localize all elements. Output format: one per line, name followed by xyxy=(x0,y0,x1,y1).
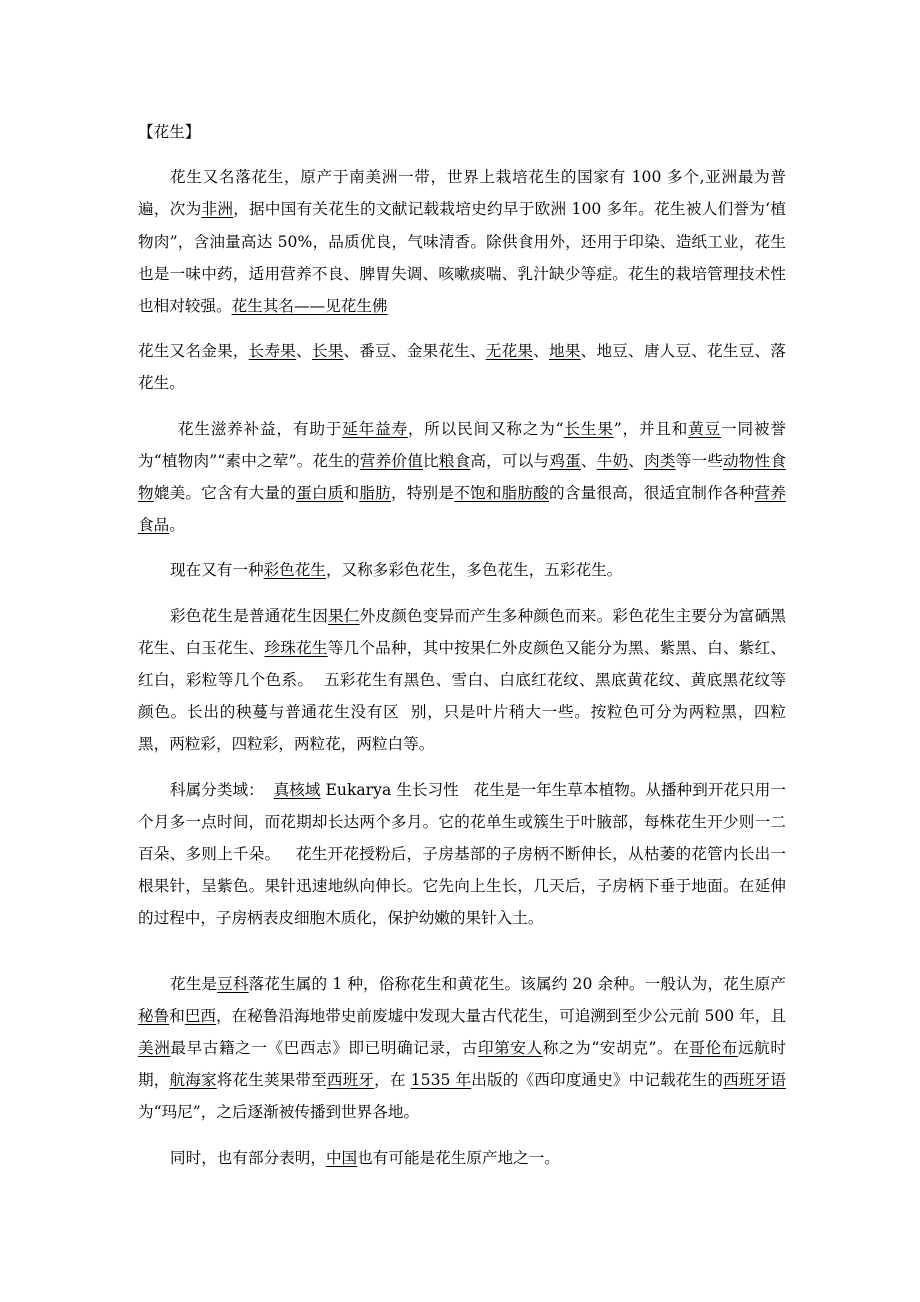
text-run: 将花生荚果带至 xyxy=(216,1071,327,1090)
text-run: 的含量很高，很适宜制作各种 xyxy=(549,484,755,503)
text-run: 等几个品种，其中按果仁外皮颜色又能分为黑、紫黑、白、紫红、红白，彩粒等几个色系。 五彩花生有黑色、雪白、白底红花纹、黑底黄花纹、黄底黑花纹等颜色。长出的秧蔓与普通花生没有区 别，只是叶片稍大一些。按粒色可分为两粒黑，四粒黑，两粒彩，四粒彩，两粒花，两粒白等。 xyxy=(138,638,786,754)
hyperlink[interactable]: 黄豆 xyxy=(688,419,722,438)
text-run: 媲美。它含有大量的 xyxy=(153,484,297,503)
spacer xyxy=(138,148,786,161)
hyperlink[interactable]: 西班牙语 xyxy=(723,1071,786,1090)
document-page xyxy=(138,116,786,1174)
text-run: 科属分类域： xyxy=(170,780,274,799)
text-run: 同时，也有部分表明， xyxy=(170,1148,326,1167)
text-run: 、 xyxy=(296,342,312,361)
spacer xyxy=(138,761,786,774)
hyperlink[interactable]: 哥伦布 xyxy=(689,1039,738,1058)
hyperlink[interactable]: 花生其名——见花生佛 xyxy=(231,297,388,316)
hyperlink[interactable]: 1535 年 xyxy=(410,1071,472,1090)
text-run: 称之为“安胡克”。在 xyxy=(542,1039,690,1058)
text-run: 和 xyxy=(343,484,360,503)
text-run: 、地豆、唐人豆、花生豆、落花生。 xyxy=(138,342,786,393)
text-run: ，又称多彩色花生，多色花生，五彩花生。 xyxy=(325,561,623,580)
text-run: 、番豆、金果花生、 xyxy=(343,342,486,361)
hyperlink[interactable]: 非洲 xyxy=(201,200,234,219)
spacer xyxy=(138,935,786,968)
text-run: 、 xyxy=(628,451,645,470)
hyperlink[interactable]: 巴西 xyxy=(184,1006,217,1025)
text-run: 高，可以与 xyxy=(470,451,550,470)
text-run: 、 xyxy=(580,451,597,470)
paragraph-names xyxy=(138,335,786,399)
spacer xyxy=(138,1129,786,1142)
hyperlink[interactable]: 美洲 xyxy=(138,1039,171,1058)
text-run: 为“玛尼”，之后逐渐被传播到世界各地。 xyxy=(138,1103,420,1122)
hyperlink[interactable]: 地果 xyxy=(549,342,581,361)
hyperlink[interactable]: 珍珠花生 xyxy=(264,638,328,657)
hyperlink[interactable]: 延年益寿 xyxy=(342,419,408,438)
hyperlink[interactable]: 真核域 xyxy=(273,780,321,799)
hyperlink[interactable]: 长生果 xyxy=(563,419,614,438)
hyperlink[interactable]: 牛奶 xyxy=(596,451,629,470)
text-run: 现在又有一种 xyxy=(170,561,264,580)
hyperlink[interactable]: 印第安人 xyxy=(477,1039,543,1058)
text-run: 花生又名金果， xyxy=(138,342,249,361)
text-run: 比 xyxy=(423,451,439,470)
text-run: ，在秘鲁沿海地带史前废墟中发现大量古代花生，可追溯到至少公元前 500 年，且 xyxy=(216,1006,786,1025)
hyperlink[interactable]: 航海家 xyxy=(169,1071,217,1090)
spacer xyxy=(138,587,786,600)
text-run: 最早古籍之一《巴西志》即已明确记录，古 xyxy=(170,1039,478,1058)
text-run: 彩色花生是普通花生因 xyxy=(170,606,328,625)
text-run: 落花生属的 1 种，俗称花生和黄花生。该属约 20 余种。一般认为，花生原产 xyxy=(248,974,786,993)
hyperlink[interactable]: 中国 xyxy=(325,1148,358,1167)
paragraph-taxonomy xyxy=(138,774,786,935)
text-run: ，据中国有关花生的文献记载栽培史约早于欧洲 100 多年。花生被人们誉为‘植物肉”，含油量高达 50%，品质优良，气味清香。除供食用外，还用于印染、造纸工业，花生也是一味中药，适用营养不良、脾胃失调、咳嗽痰喘、乳汁缺少等症。花生的栽培管理技术性也相对较强。 xyxy=(138,200,786,316)
text-run: 外皮颜色变异而产生多种颜色而来。彩色花生主要分为富硒黑花生、白玉花生、 xyxy=(138,606,786,657)
paragraph-origin xyxy=(138,968,786,1129)
spacer xyxy=(138,400,786,413)
hyperlink[interactable]: 秘鲁 xyxy=(138,1006,170,1025)
text-run: 也有可能是花生原产地之一。 xyxy=(357,1148,560,1167)
text-run: 一同被誉为“植物肉”“素中之荤”。花生的 xyxy=(138,419,786,470)
text-run: 等一些 xyxy=(675,451,723,470)
hyperlink[interactable]: 长果 xyxy=(311,342,344,361)
text-run: 花生是 xyxy=(170,974,218,993)
paragraph-colored xyxy=(138,554,786,586)
spacer xyxy=(138,322,786,335)
text-run: ，特别是 xyxy=(390,484,455,503)
paragraph-nutrition xyxy=(138,413,786,542)
hyperlink[interactable]: 豆科 xyxy=(217,974,249,993)
text-run: 和 xyxy=(169,1006,185,1025)
text-run: Eukarya 生长习性 花生是一年生草本植物。从播种到开花只用一个月多一点时间，而花期却长达两个多月。它的花单生或簇生于叶腋部，每株花生开少则一二百朵、多则上千朵。 花生开花授粉后，子房基部的子房柄不断伸长，从枯萎的花管内长出一根果针，呈紫色。果针迅速地纵向伸长。它先向上生长，几天后，子房柄下垂于地面。在延伸的过程中，子房柄表皮细胞木质化，保护幼嫩的果针入土。 xyxy=(138,780,786,928)
hyperlink[interactable]: 肉类 xyxy=(644,451,676,470)
hyperlink[interactable]: 粮食 xyxy=(438,451,471,470)
hyperlink[interactable]: 鸡蛋 xyxy=(549,451,581,470)
hyperlink[interactable]: 长寿果 xyxy=(248,342,297,361)
text-run: ，在 xyxy=(374,1071,411,1090)
text-run: 、 xyxy=(533,342,550,361)
document-title: 【花生】 xyxy=(138,123,201,141)
document-body xyxy=(138,161,786,1174)
paragraph-colored-detail xyxy=(138,600,786,761)
hyperlink[interactable]: 蛋白质 xyxy=(296,484,344,503)
hyperlink[interactable]: 营养价值 xyxy=(359,451,424,470)
text-run: 远航时期， xyxy=(138,1039,786,1090)
hyperlink[interactable]: 不饱和脂肪酸 xyxy=(454,484,550,503)
hyperlink[interactable]: 脂肪 xyxy=(359,484,391,503)
hyperlink[interactable]: 无花果 xyxy=(485,342,534,361)
hyperlink[interactable]: 营养食品 xyxy=(138,484,786,535)
hyperlink[interactable]: 西班牙 xyxy=(326,1071,375,1090)
text-run: 花生滋养补益，有助于 xyxy=(178,419,343,438)
text-run: 花生又名落花生，原产于南美洲一带，世界上栽培花生的国家有 100 多个,亚洲最为普遍，次为 xyxy=(138,168,786,219)
paragraph-china xyxy=(138,1142,786,1174)
text-run: 。 xyxy=(169,516,185,535)
hyperlink[interactable]: 彩色花生 xyxy=(263,561,326,580)
spacer xyxy=(138,541,786,554)
text-run: 出版的《西印度通史》中记载花生的 xyxy=(471,1071,724,1090)
hyperlink[interactable]: 动物性食物 xyxy=(138,451,786,503)
text-run: ”，并且和 xyxy=(613,419,689,438)
paragraph-intro xyxy=(138,161,786,322)
hyperlink[interactable]: 果仁 xyxy=(328,606,360,625)
text-run: ，所以民间又称之为“ xyxy=(407,419,564,438)
